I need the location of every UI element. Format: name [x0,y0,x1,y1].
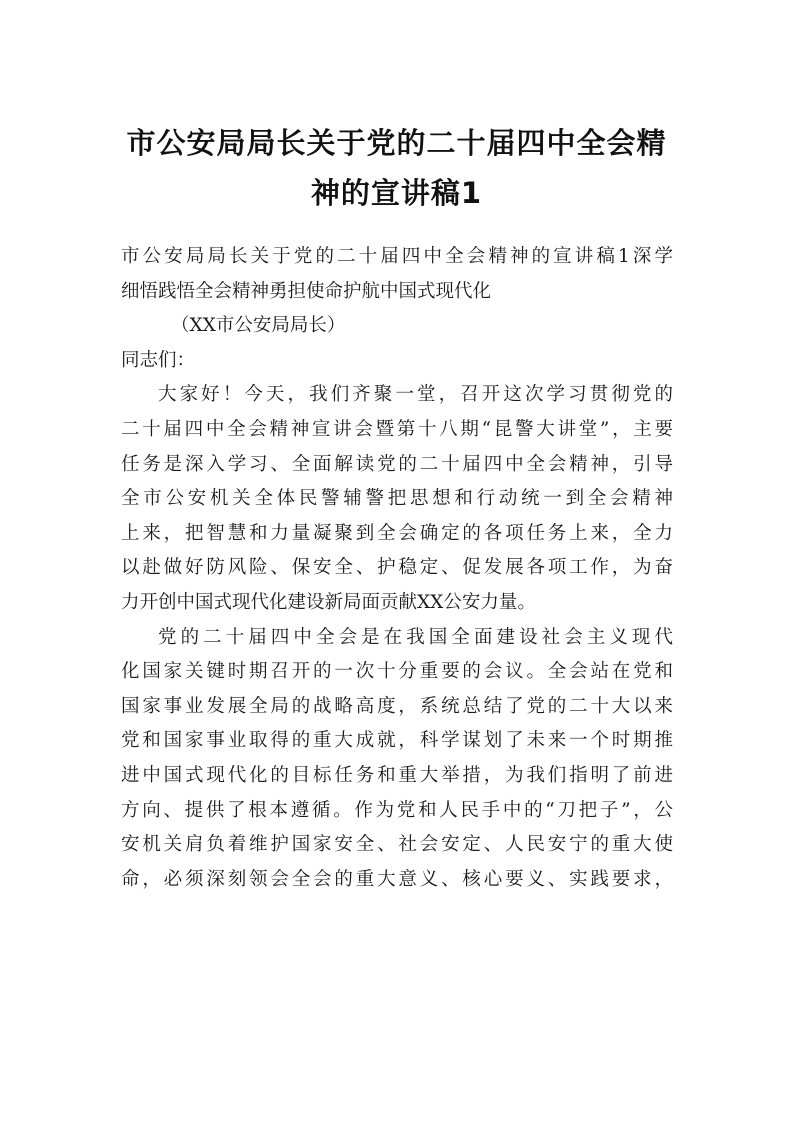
title-line-2: 神的宣讲稿1 [310,176,483,210]
paragraph-line: 安机关肩负着维护国家安全、社会安定、人民安宁的重大使 [121,834,673,856]
title-line-1: 市公安局局长关于党的二十届四中全会精 [126,126,667,160]
subtitle-line-2: 细悟践悟全会精神勇担使命护航中国式现代化 [121,280,492,302]
paragraph-line: 进中国式现代化的目标任务和重大举措，为我们指明了前进 [121,764,673,786]
paragraph-line: 二十届四中全会精神宣讲会暨第十八期“昆警大讲堂”，主要 [121,418,673,440]
salutation: 同志们： [121,349,196,371]
subtitle-line-1: 市公安局局长关于党的二十届四中全会精神的宣讲稿1深学 [121,246,673,267]
paragraph-1 [121,378,673,620]
paragraph-line: 党的二十届四中全会是在我国全面建设社会主义现代 [158,626,673,648]
paragraph-line: 国家事业发展全局的战略高度，系统总结了党的二十大以来 [121,695,673,717]
author-line: （XX市公安局局长） [171,315,346,337]
paragraph-line: 力开创中国式现代化建设新局面贡献XX公安力量。 [121,591,536,613]
paragraph-line: 任务是深入学习、全面解读党的二十届四中全会精神，引导 [121,453,673,475]
paragraph-line: 全市公安机关全体民警辅警把思想和行动统一到全会精神 [121,488,673,510]
paragraph-line: 方向、提供了根本遵循。作为党和人民手中的“刀把子”，公 [121,799,673,821]
paragraph-line: 命，必须深刻领会全会的重大意义、核心要义、实践要求， [121,868,673,890]
subtitle [121,240,673,309]
paragraph-line: 党和国家事业取得的重大成就，科学谋划了未来一个时期推 [121,730,673,752]
paragraph-2 [121,621,673,898]
document-title [100,118,693,218]
paragraph-line: 大家好！今天，我们齐聚一堂，召开这次学习贯彻党的 [158,384,673,406]
document-body [121,240,673,897]
paragraph-line: 以赴做好防风险、保安全、护稳定、促发展各项工作，为奋 [121,557,673,579]
paragraph-line: 上来，把智慧和力量凝聚到全会确定的各项任务上来，全力 [121,522,673,544]
paragraph-line: 化国家关键时期召开的一次十分重要的会议。全会站在党和 [121,661,673,683]
